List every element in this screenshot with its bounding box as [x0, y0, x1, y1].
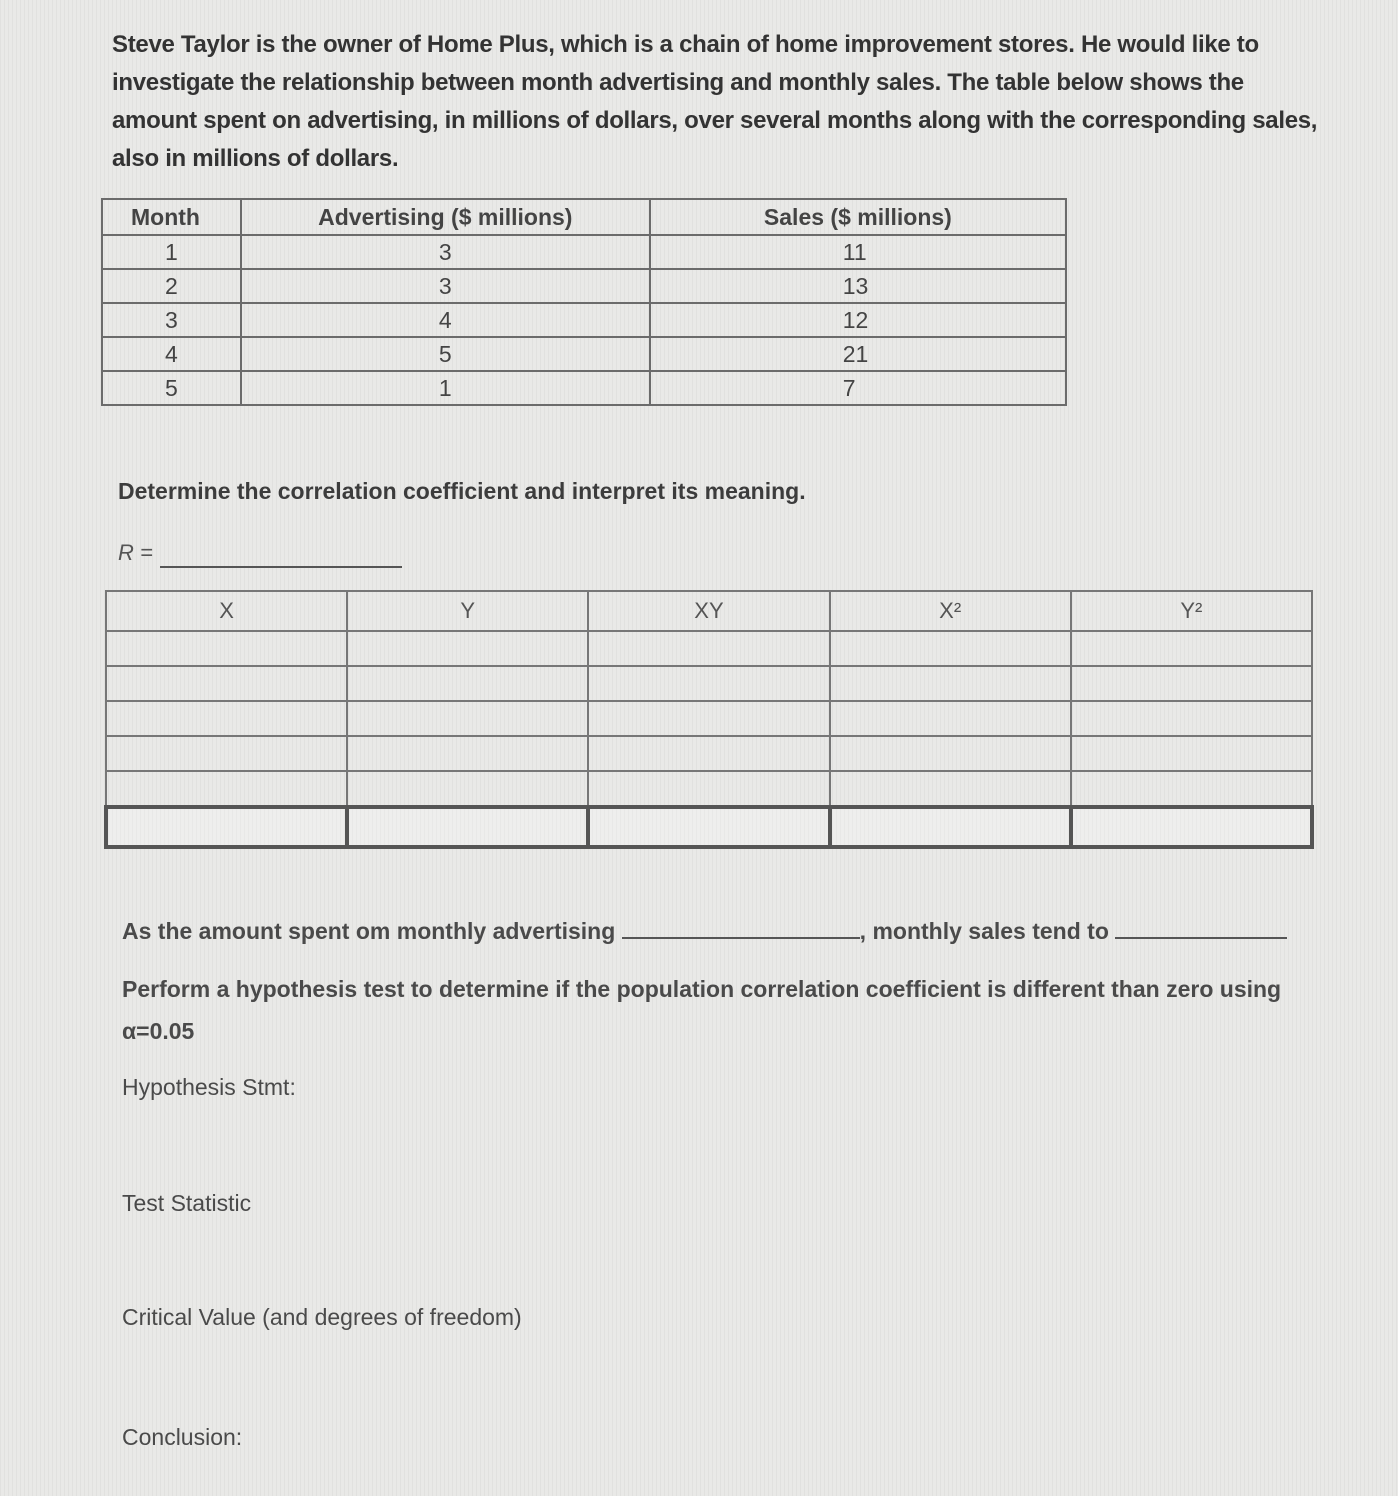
calc-cell[interactable] [106, 701, 347, 736]
table-row [102, 337, 1066, 371]
month-cell: 1 [102, 235, 241, 269]
sales-cell: 7 [650, 371, 1066, 405]
calc-cell[interactable] [830, 736, 1071, 771]
header-month: Month [102, 199, 241, 235]
conclusion-label: Conclusion: [122, 1424, 243, 1450]
calc-row [106, 701, 1312, 736]
header-sales: Sales ($ millions) [650, 199, 1066, 235]
header-x-squared: X² [830, 591, 1071, 631]
calc-row [106, 736, 1312, 771]
sales-cell: 11 [650, 235, 1066, 269]
intro-paragraph: Steve Taylor is the owner of Home Plus, which is a chain of home improvement stores. He would like to investigate the relationship between month advertising and monthly sales. The table below shows the amount spent on advertising, in millions of dollars, over several months along with the corresponding sales, also in millions of dollars. [112, 31, 1318, 172]
calculation-table [104, 590, 1314, 849]
calc-cell[interactable] [347, 736, 588, 771]
calc-row [106, 771, 1312, 807]
interpretation-sentence [122, 918, 1287, 945]
calc-cell[interactable] [1071, 631, 1312, 666]
advertising-blank[interactable] [622, 919, 860, 939]
calc-cell[interactable] [347, 701, 588, 736]
header-y: Y [347, 591, 588, 631]
calc-cell[interactable] [347, 771, 588, 807]
calc-cell[interactable] [1071, 701, 1312, 736]
calc-cell[interactable] [106, 771, 347, 807]
table-row [102, 269, 1066, 303]
month-cell: 5 [102, 371, 241, 405]
advertising-sales-table [101, 198, 1067, 406]
r-label: R = [118, 540, 153, 565]
hypothesis-prompt: Perform a hypothesis test to determine if the population correlation coefficient is different than zero using α=0.05 [122, 976, 1282, 1044]
calc-cell[interactable] [830, 771, 1071, 807]
calc-row [106, 666, 1312, 701]
month-cell: 3 [102, 303, 241, 337]
header-advertising: Advertising ($ millions) [241, 199, 650, 235]
calc-cell[interactable] [830, 631, 1071, 666]
sales-cell: 12 [650, 303, 1066, 337]
advertising-cell: 3 [241, 235, 650, 269]
calc-cell[interactable] [588, 631, 829, 666]
calc-cell[interactable] [347, 631, 588, 666]
sales-trend-blank[interactable] [1115, 919, 1287, 939]
r-answer-blank[interactable] [160, 566, 402, 568]
interpretation-part1: As the amount spent om monthly advertising [122, 918, 616, 944]
advertising-cell: 5 [241, 337, 650, 371]
calc-cell[interactable] [1071, 736, 1312, 771]
header-y-squared: Y² [1071, 591, 1312, 631]
advertising-cell: 4 [241, 303, 650, 337]
calc-header-row [106, 591, 1312, 631]
sales-cell: 13 [650, 269, 1066, 303]
calc-cell[interactable] [588, 701, 829, 736]
total-cell[interactable] [347, 807, 588, 847]
total-cell[interactable] [830, 807, 1071, 847]
correlation-question: Determine the correlation coefficient and interpret its meaning. [118, 478, 806, 504]
total-cell[interactable] [106, 807, 347, 847]
sales-cell: 21 [650, 337, 1066, 371]
table-row [102, 371, 1066, 405]
table-row [102, 303, 1066, 337]
hypothesis-label: Hypothesis Stmt: [122, 1074, 296, 1100]
calc-cell[interactable] [588, 736, 829, 771]
month-cell: 2 [102, 269, 241, 303]
calc-total-row [106, 807, 1312, 847]
calc-cell[interactable] [1071, 666, 1312, 701]
header-xy: XY [588, 591, 829, 631]
calc-cell[interactable] [1071, 771, 1312, 807]
calc-cell[interactable] [830, 701, 1071, 736]
total-cell[interactable] [1071, 807, 1312, 847]
test-statistic-label: Test Statistic [122, 1190, 252, 1216]
table-header-row [102, 199, 1066, 235]
calc-cell[interactable] [830, 666, 1071, 701]
calc-cell[interactable] [106, 736, 347, 771]
calc-row [106, 631, 1312, 666]
table-row [102, 235, 1066, 269]
calc-cell[interactable] [347, 666, 588, 701]
critical-value-label: Critical Value (and degrees of freedom) [122, 1304, 522, 1330]
interpretation-part2: , monthly sales tend to [859, 918, 1109, 944]
advertising-cell: 3 [241, 269, 650, 303]
calc-cell[interactable] [588, 771, 829, 807]
advertising-cell: 1 [241, 371, 650, 405]
calc-cell[interactable] [106, 666, 347, 701]
calc-cell[interactable] [588, 666, 829, 701]
month-cell: 4 [102, 337, 241, 371]
total-cell[interactable] [588, 807, 829, 847]
calc-cell[interactable] [106, 631, 347, 666]
header-x: X [106, 591, 347, 631]
